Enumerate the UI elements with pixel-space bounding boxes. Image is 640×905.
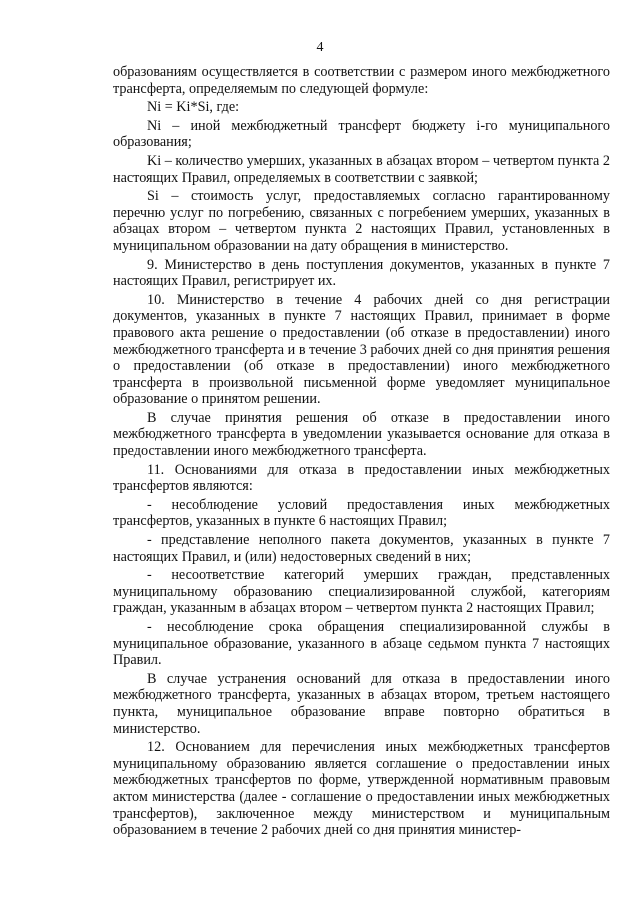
formula-definition-ki: Ki – количество умерших, указанных в абзацах втором – четвертом пункта 2 настоящих Правил, определяемых в соответствии с заявкой; xyxy=(113,152,610,186)
clause-11-item-3: - несоответствие категорий умерших граждан, представленных муниципальному образованию специализированной службой, категориям граждан, указанным в абзацах втором – четвертом пункта 2 настоящих Правил; xyxy=(113,567,610,617)
clause-11: 11. Основаниями для отказа в предоставлении иных межбюджетных трансфертов являются: xyxy=(113,461,610,495)
page-number: 4 xyxy=(316,40,324,55)
paragraph-continuation: образованиям осуществляется в соответствии с размером иного межбюджетного трансферта, определяемым по следующей формуле: xyxy=(113,64,610,97)
clause-10-refusal: В случае принятия решения об отказе в предоставлении иного межбюджетного трансферта в уведомлении указывается основание для отказа в предоставлении иного межбюджетного трансферта. xyxy=(113,409,610,460)
clause-11-item-1: - несоблюдение условий предоставления иных межбюджетных трансфертов, указанных в пункте 6 настоящих Правил; xyxy=(113,496,610,530)
document-body xyxy=(113,64,610,841)
formula-definition-ni: Ni – иной межбюджетный трансферт бюджету i-го муниципального образования; xyxy=(113,117,610,151)
clause-11-item-4: - несоблюдение срока обращения специализированной службы в муниципальное образование, указанного в абзаце седьмом пункта 7 настоящих Правил. xyxy=(113,619,610,669)
clause-9: 9. Министерство в день поступления документов, указанных в пункте 7 настоящих Правил, регистрирует их. xyxy=(113,256,610,290)
clause-10: 10. Министерство в течение 4 рабочих дней со дня регистрации документов, указанных в пункте 7 настоящих Правил, принимает в форме правового акта решение о предоставлении (об отказе в предоставлении) иного межбюджетного трансферта и в течение 3 рабочих дней со дня принятия решения о предоставлении (об отказе в предоставлении) иного межбюджетного трансферта в произвольной письменной форме уведомляет муниципальное образование о принятом решении. xyxy=(113,291,610,408)
clause-12: 12. Основанием для перечисления иных межбюджетных трансфертов муниципальному образованию является соглашение о предоставлении иных межбюджетных трансфертов по форме, утвержденной нормативным правовым актом министерства (далее - соглашение о предоставлении иных межбюджетных трансфертов), заключенное между министерством и муниципальным образованием в течение 2 рабочих дней со дня принятия министер- xyxy=(113,739,610,839)
clause-11-reapply: В случае устранения оснований для отказа в предоставлении иного межбюджетного трансферта, указанных в абзацах втором, третьем настоящего пункта, муниципальное образование вправе повторно обратиться в министерство. xyxy=(113,670,610,737)
formula: Ni = Ki*Si, где: xyxy=(147,99,240,116)
formula-definition-si: Si – стоимость услуг, предоставляемых согласно гарантированному перечню услуг по погребению, связанных с погребением умерших, указанных в абзацах втором – четвертом пункта 2 настоящих Правил, установленных в муниципальном образовании на дату обращения в министерство. xyxy=(113,188,610,254)
clause-11-item-2: - представление неполного пакета документов, указанных в пункте 7 настоящих Правил, и (или) недостоверных сведений в них; xyxy=(113,532,610,565)
